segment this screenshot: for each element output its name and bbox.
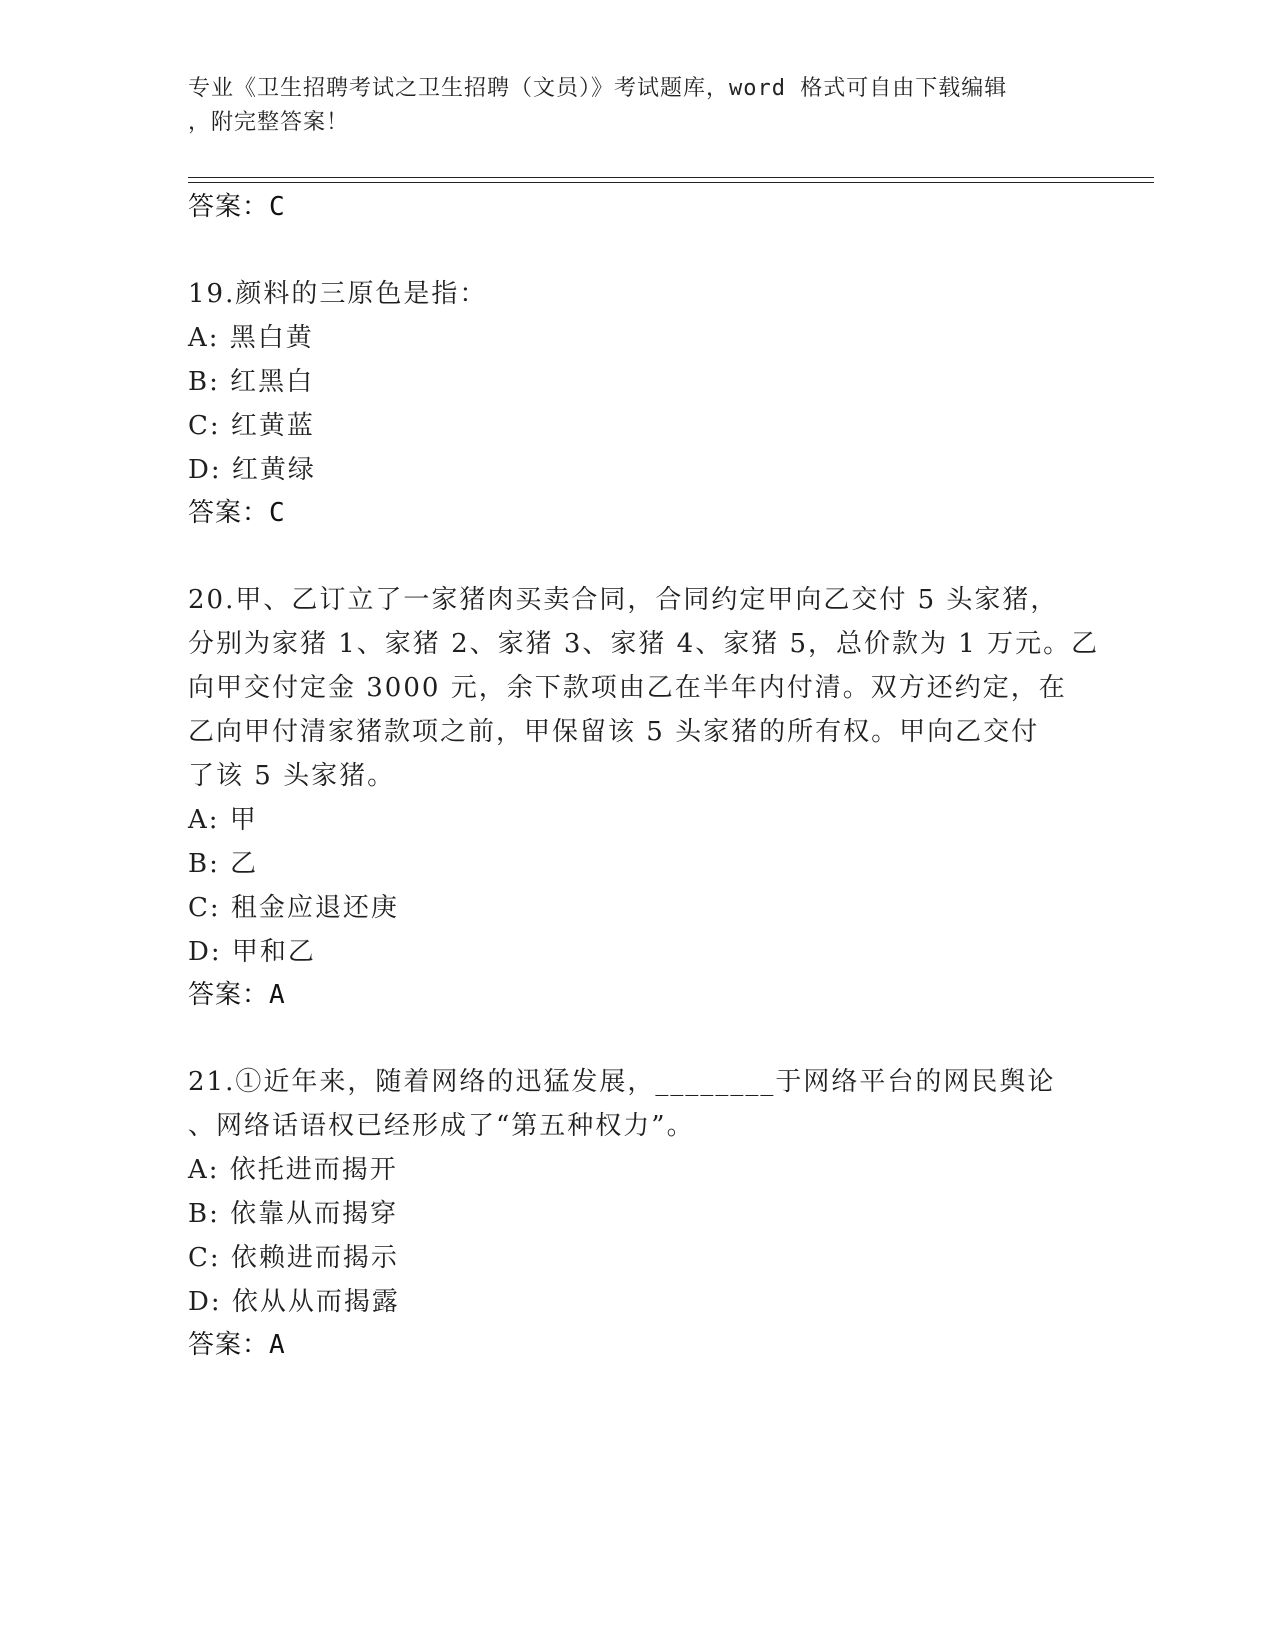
question-20-line-3: 向甲交付定金 3000 元，余下款项由乙在半年内付清。双方还约定，在 (188, 673, 1067, 703)
question-21-line-2: 、网络话语权已经形成了“第五种权力”。 (188, 1111, 695, 1141)
question-20-line-5: 了该 5 头家猪。 (188, 761, 396, 791)
answer-previous: 答案：C (188, 192, 286, 222)
question-21-option-d: D: 依从从而揭露 (188, 1287, 400, 1317)
question-21-option-a: A: 依托进而揭开 (188, 1155, 398, 1185)
question-20-option-b: B: 乙 (188, 849, 259, 879)
question-19-option-c: C: 红黄蓝 (188, 411, 315, 441)
question-19-text: 19.颜料的三原色是指： (188, 279, 488, 309)
question-21-answer: 答案：A (188, 1330, 286, 1360)
question-19-option-b: B: 红黑白 (188, 367, 315, 397)
question-20-answer: 答案：A (188, 980, 286, 1010)
header-line-1: 专业《卫生招聘考试之卫生招聘（文员）》考试题库，word 格式可自由下载编辑 (188, 76, 1008, 101)
question-20-line-2: 分别为家猪 1、家猪 2、家猪 3、家猪 4、家猪 5，总价款为 1 万元。乙 (188, 629, 1100, 659)
header-divider-bottom (188, 182, 1154, 183)
question-21-line-1: 21.①近年来，随着网络的迅猛发展，________于网络平台的网民舆论 (188, 1067, 1056, 1097)
question-20-line-4: 乙向甲付清家猪款项之前，甲保留该 5 头家猪的所有权。甲向乙交付 (188, 717, 1040, 747)
question-19-answer: 答案：C (188, 498, 286, 528)
question-20-option-d: D: 甲和乙 (188, 937, 316, 967)
question-21-option-b: B: 依靠从而揭穿 (188, 1199, 399, 1229)
header-divider-top (188, 177, 1154, 178)
header-line-2: ，附完整答案！ (188, 110, 350, 135)
question-19-option-d: D: 红黄绿 (188, 455, 316, 485)
question-20-option-c: C: 租金应退还庚 (188, 893, 399, 923)
question-19-option-a: A: 黑白黄 (188, 323, 314, 353)
document-header (188, 72, 1088, 140)
question-20-option-a: A: 甲 (188, 805, 258, 835)
question-20-line-1: 20.甲、乙订立了一家猪肉买卖合同，合同约定甲向乙交付 5 头家猪， (188, 585, 1059, 615)
question-21-option-c: C: 依赖进而揭示 (188, 1243, 399, 1273)
